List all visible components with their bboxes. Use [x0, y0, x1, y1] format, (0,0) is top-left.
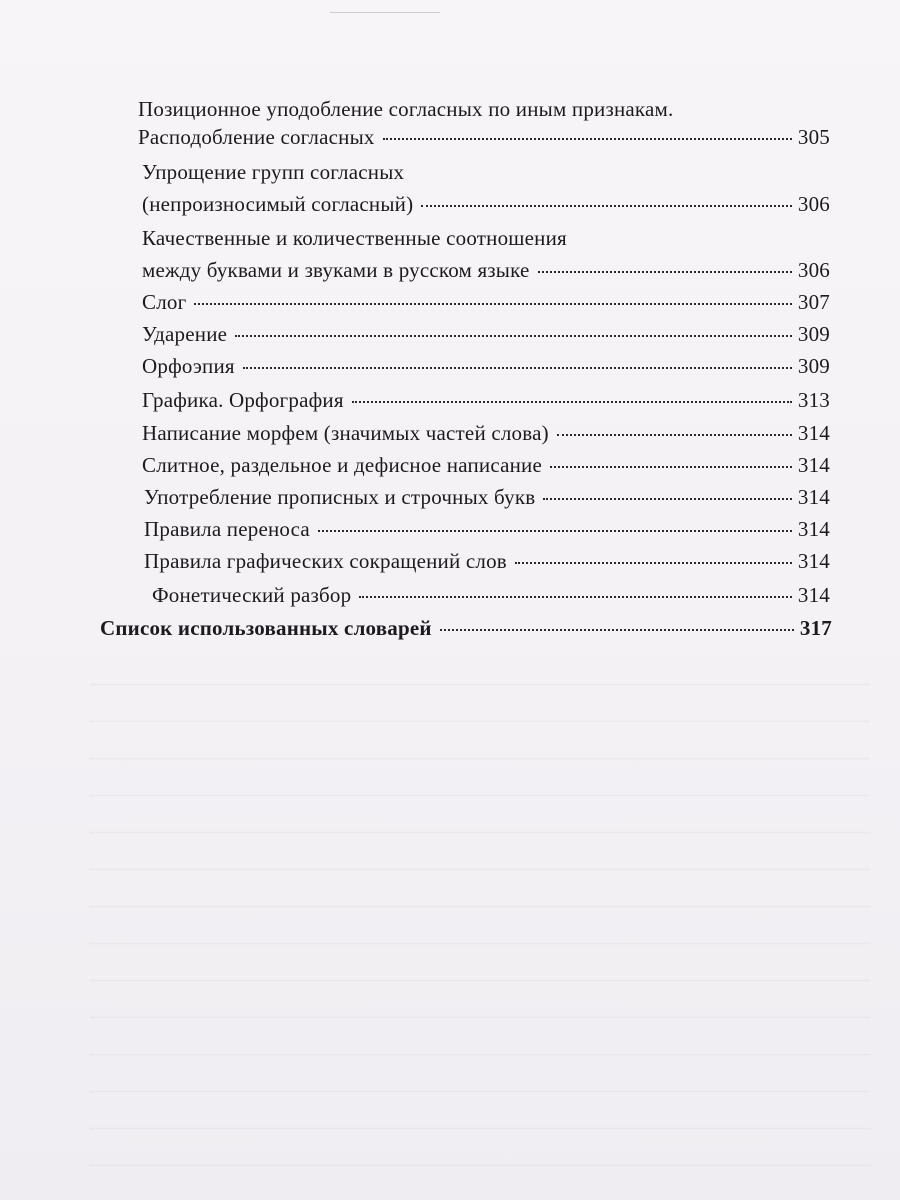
dot-leader [235, 335, 792, 337]
dot-leader [318, 530, 792, 532]
toc-entry-label: Правила переноса [144, 517, 310, 541]
toc-entry [142, 290, 830, 320]
toc-entry [142, 192, 830, 222]
toc-page-number: 306 [797, 258, 830, 282]
toc-entry [142, 160, 742, 190]
dot-leader [243, 367, 792, 369]
toc-entry-label: Фонетический разбор [152, 583, 352, 607]
toc-entry-label: Качественные и количественные соотношения [142, 226, 567, 250]
toc-entry-label: Орфоэпия [142, 354, 235, 378]
toc-page-number: 306 [797, 192, 830, 216]
toc-entry [142, 453, 830, 483]
toc-entry-label: Список использованных словарей [100, 616, 432, 640]
dot-leader [194, 303, 791, 305]
toc-page-number: 309 [797, 322, 830, 346]
toc-page-number: 314 [797, 485, 830, 509]
dot-leader [440, 629, 794, 631]
toc-entry [138, 97, 838, 127]
toc-page-number: 313 [797, 388, 830, 412]
dot-leader [383, 138, 792, 140]
toc-entry-label: Написание морфем (значимых частей слова) [142, 421, 549, 445]
toc-entry-label: (непроизносимый согласный) [142, 192, 414, 216]
toc-entry [144, 485, 830, 515]
toc-entry [142, 388, 830, 418]
toc-entry-label: Упрощение групп согласных [142, 160, 405, 184]
toc-page-number: 317 [799, 616, 832, 640]
dot-leader [352, 401, 792, 403]
toc-section-entry [100, 616, 832, 646]
toc-entry-label: Употребление прописных и строчных букв [144, 485, 536, 509]
toc-page-number: 314 [797, 583, 830, 607]
toc-page-number: 314 [797, 453, 830, 477]
toc-page-number: 305 [797, 125, 830, 149]
toc-page-number: 307 [797, 290, 830, 314]
toc-entry-label: Правила графических сокращений слов [144, 549, 507, 573]
toc-entry-label: Графика. Орфография [142, 388, 344, 412]
toc-entry [152, 583, 830, 613]
toc-entry [142, 226, 792, 256]
toc-entry [144, 517, 830, 547]
dot-leader [421, 205, 792, 207]
toc-page-number: 309 [797, 354, 830, 378]
dot-leader [543, 498, 792, 500]
toc-page-number: 314 [797, 517, 830, 541]
dot-leader [515, 562, 792, 564]
toc-page-number: 314 [797, 549, 830, 573]
dot-leader [550, 466, 792, 468]
toc-entry-label: Слог [142, 290, 187, 314]
dot-leader [557, 434, 792, 436]
toc-entry-label: Слитное, раздельное и дефисное написание [142, 453, 543, 477]
toc-entry-label: Ударение [142, 322, 228, 346]
toc-entry-label: Расподобление согласных [138, 125, 375, 149]
dot-leader [538, 271, 792, 273]
toc-entry-label: Позиционное уподобление согласных по иным признакам. [138, 97, 674, 121]
toc-entry [138, 125, 830, 155]
toc-entry [142, 421, 830, 451]
toc-entry [144, 549, 830, 579]
toc-entry-label: между буквами и звуками в русском языке [142, 258, 530, 282]
dot-leader [359, 596, 792, 598]
toc-entry [142, 354, 830, 384]
toc-page-number: 314 [797, 421, 830, 445]
toc-entry [142, 258, 830, 288]
toc-entry [142, 322, 830, 352]
